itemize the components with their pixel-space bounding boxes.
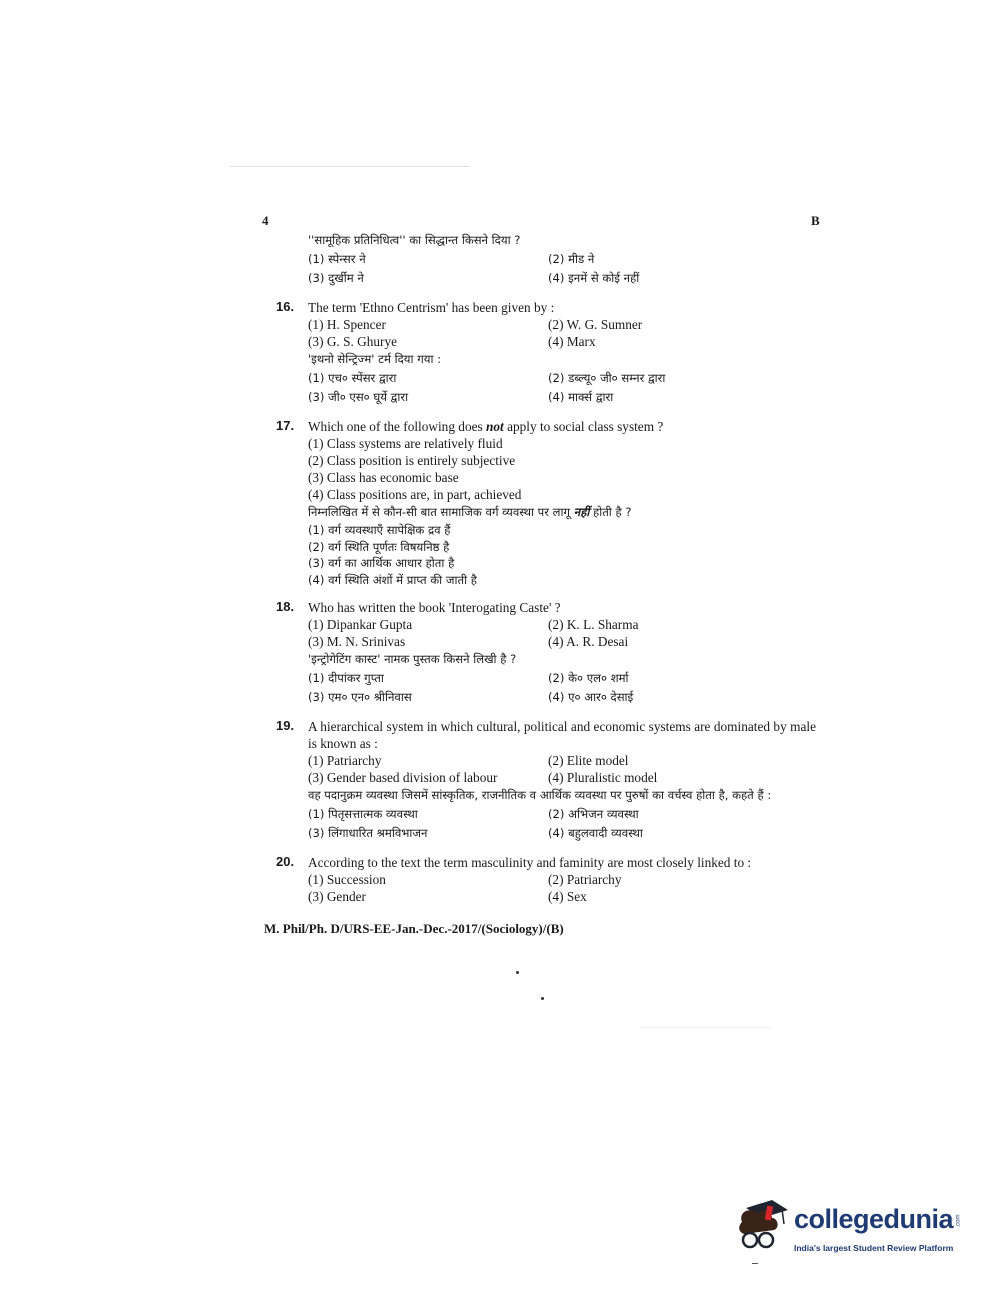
options-row: [308, 824, 816, 843]
option: (1) दीपांकर गुप्ता: [308, 671, 384, 685]
question-16: [276, 299, 816, 407]
option: (4) Marx: [548, 334, 596, 349]
option: (4) वर्ग स्थिति अंशों में प्राप्त की जाती है: [308, 572, 477, 587]
options-row: [308, 369, 816, 388]
option: (1) Class systems are relatively fluid: [308, 436, 503, 451]
question-text-part: apply to social class system ?: [503, 419, 664, 434]
paper-code-footer: M. Phil/Ph. D/URS-EE-Jan.-Dec.-2017/(Sociology)/(B): [264, 921, 564, 936]
options-row: [308, 616, 816, 633]
option: (1) एच० स्पेंसर द्वारा: [308, 371, 397, 385]
option: (3) G. S. Ghurye: [308, 334, 398, 349]
option: (2) वर्ग स्थिति पूर्णतः विषयनिष्ठ है: [308, 539, 450, 554]
brand-domain: .com: [955, 1214, 962, 1228]
option: (3) लिंगाधारित श्रमविभाजन: [308, 826, 428, 840]
question-text-part: होती है ?: [589, 505, 632, 519]
brand-name: collegedunia: [794, 1204, 954, 1234]
option: (2) Patriarchy: [548, 872, 622, 887]
question-text: Who has written the book 'Interogating Caste' ?: [308, 600, 561, 615]
question-text-part: Which one of the following does: [308, 419, 486, 434]
graduate-mascot-icon: [732, 1196, 792, 1256]
question-number: 19.: [276, 718, 295, 733]
option: (3) वर्ग का आर्थिक आधार होता है: [308, 556, 455, 570]
question-number: 18.: [276, 599, 295, 614]
options-row: [308, 269, 816, 288]
options-row: [308, 871, 816, 888]
option: (1) H. Spencer: [308, 317, 386, 332]
option: (2) Class position is entirely subjective: [308, 453, 516, 468]
option: (2) मीड ने: [548, 252, 595, 266]
option: (3) Gender: [308, 889, 366, 904]
options-row: [308, 333, 816, 350]
option: (4) Pluralistic model: [548, 770, 658, 785]
page-number: 4: [262, 213, 269, 228]
option: (1) पितृसत्तात्मक व्यवस्था: [308, 807, 418, 821]
question-number: 16.: [276, 299, 295, 314]
question-text: The term 'Ethno Centrism' has been given by :: [308, 300, 555, 315]
question-text-hindi: ''सामूहिक प्रतिनिधित्व'' का सिद्धान्त किसने दिया ?: [308, 233, 521, 247]
question-text: [308, 418, 816, 435]
option: (4) मार्क्स द्वारा: [548, 390, 614, 404]
option: (3) दुर्खीम ने: [308, 271, 364, 285]
options-row: [308, 250, 816, 269]
option: (2) के० एल० शर्मा: [548, 671, 629, 685]
option: (2) Elite model: [548, 753, 629, 768]
scan-speck: [516, 971, 519, 974]
option: (3) जी० एस० घूर्ये द्वारा: [308, 390, 409, 404]
question-17: [276, 418, 816, 588]
option: (2) K. L. Sharma: [548, 617, 639, 632]
question-text: According to the text the term masculinity and faminity are most closely linked to :: [308, 855, 752, 870]
option: (3) Class has economic base: [308, 470, 459, 485]
scan-speck: [541, 997, 544, 1000]
option: (4) Sex: [548, 889, 587, 904]
question-text-hindi: [308, 503, 816, 522]
option: (1) Patriarchy: [308, 753, 382, 768]
option: (2) अभिजन व्यवस्था: [548, 807, 639, 821]
question-20: [276, 854, 816, 905]
options-row: [308, 769, 816, 786]
emphasis-word: not: [486, 419, 504, 434]
options-row: [308, 752, 816, 769]
option: (4) बहुलवादी व्यवस्था: [548, 826, 643, 840]
option: (3) एम० एन० श्रीनिवास: [308, 690, 412, 704]
question-number: 17.: [276, 418, 295, 433]
option: (1) वर्ग व्यवस्थाएँ सापेक्षिक द्रव हैं: [308, 523, 451, 537]
collegedunia-logo: [732, 1196, 962, 1266]
options-row: [308, 316, 816, 333]
option: (3) M. N. Srinivas: [308, 634, 406, 649]
options-row: [308, 888, 816, 905]
brand-tagline: India's largest Student Review Platform: [794, 1243, 954, 1253]
options-row: [308, 633, 816, 650]
question-18: [276, 599, 816, 707]
scan-speck: [752, 1263, 758, 1264]
option: (1) Dipankar Gupta: [308, 617, 413, 632]
emphasis-word: नहीं: [573, 505, 590, 519]
option: (3) Gender based division of labour: [308, 770, 498, 785]
option: (1) Succession: [308, 872, 386, 887]
option: (4) इनमें से कोई नहीं: [548, 271, 640, 285]
scan-line: [640, 1027, 770, 1028]
question-19: [276, 718, 816, 843]
question-15-hindi: [276, 231, 816, 288]
options-row: [308, 388, 816, 407]
question-text-hindi: 'इन्ट्रोगेटिंग कास्ट' नामक पुस्तक किसने लिखी है ?: [308, 652, 517, 666]
options-row: [308, 688, 816, 707]
question-text-hindi: वह पदानुक्रम व्यवस्था जिसमें सांस्कृतिक, राजनीतिक व आर्थिक व्यवस्था पर पुरुषों का वर्चस्व होता है, कहते हैं :: [308, 788, 772, 802]
option: (4) ए० आर० देसाई: [548, 690, 634, 704]
option: (2) डब्ल्यू० जी० सम्नर द्वारा: [548, 371, 666, 385]
option: (2) W. G. Sumner: [548, 317, 643, 332]
question-list: [276, 231, 816, 905]
scan-line: [230, 166, 470, 167]
question-text-hindi: 'इथनो सेन्ट्रिज्म' टर्म दिया गया :: [308, 352, 442, 366]
options-row: [308, 669, 816, 688]
options-row: [308, 805, 816, 824]
option: (4) Class positions are, in part, achieved: [308, 487, 522, 502]
booklet-set: B: [811, 213, 820, 228]
question-text-part: निम्नलिखित में से कौन-सी बात सामाजिक वर्ग व्यवस्था पर लागू: [308, 505, 574, 519]
option: (4) A. R. Desai: [548, 634, 629, 649]
question-text: A hierarchical system in which cultural, political and economic systems are dominated by male is known as :: [308, 719, 816, 751]
option: (1) स्पेन्सर ने: [308, 252, 366, 266]
question-number: 20.: [276, 854, 295, 869]
